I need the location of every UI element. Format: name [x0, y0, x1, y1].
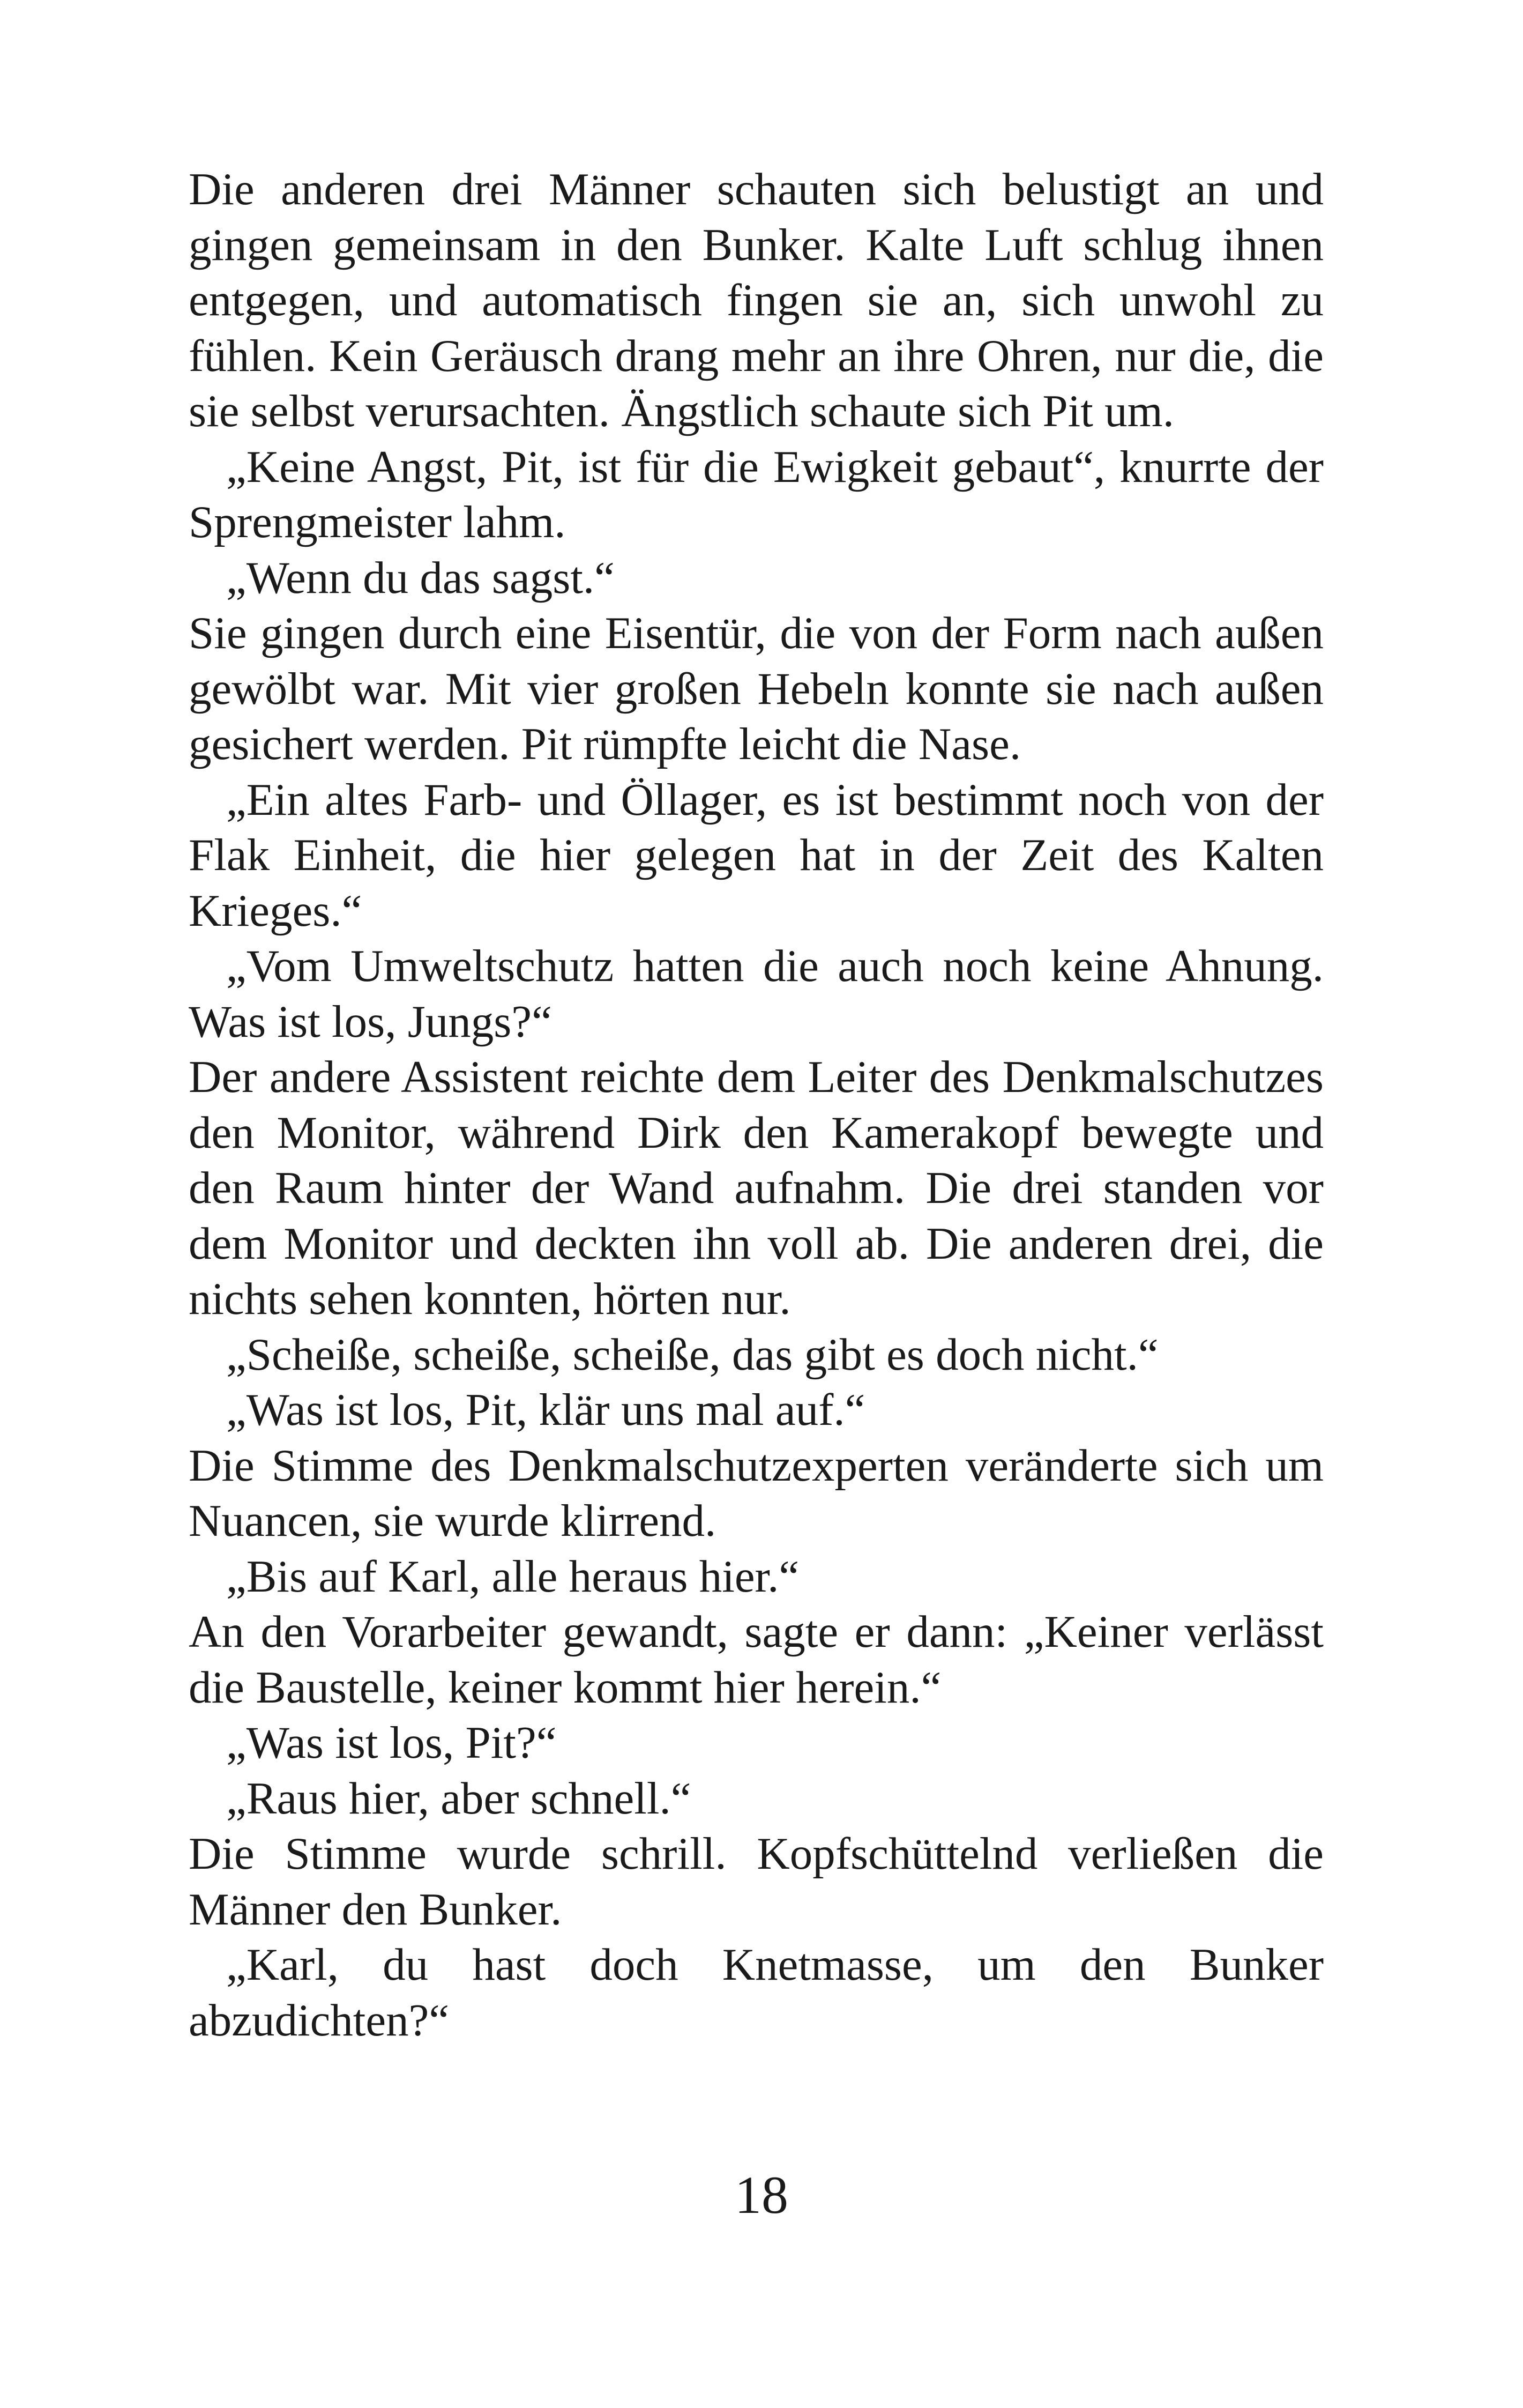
paragraph-2: „Keine Angst, Pit, ist für die Ewigkeit gebaut“, knurrte der Sprengmeister lahm.: [189, 441, 1324, 547]
paragraph-9: „Was ist los, Pit, klär uns mal auf.“: [226, 1385, 865, 1435]
paragraph-3: „Wenn du das sagst.“: [226, 552, 615, 603]
paragraph-6: „Vom Umweltschutz hatten die auch noch keine Ahnung. Was ist los, Jungs?“: [189, 941, 1324, 1047]
paragraph-14: „Raus hier, aber schnell.“: [226, 1773, 691, 1824]
paragraph-16: „Karl, du hast doch Knetmasse, um den Bunker abzudichten?“: [189, 1939, 1324, 2046]
paragraph-4: Sie gingen durch eine Eisentür, die von der Form nach außen gewölbt war. Mit vier großen Hebeln konnte sie nach außen gesichert werden. Pit rümpfte leicht die Nase.: [189, 608, 1324, 769]
paragraph-12: An den Vorarbeiter gewandt, sagte er dann: „Keiner verlässt die Baustelle, keiner kommt hier herein.“: [189, 1607, 1324, 1713]
paragraph-5: „Ein altes Farb- und Öllager, es ist bestimmt noch von der Flak Einheit, die hier gelegen hat in der Zeit des Kalten Krieges.“: [189, 774, 1324, 936]
paragraph-13: „Was ist los, Pit?“: [226, 1718, 557, 1768]
paragraph-1: Die anderen drei Männer schauten sich belustigt an und gingen gemeinsam in den Bunker. Kalte Luft schlug ihnen entgegen, und automatisch fingen sie an, sich unwohl zu fühlen. Kein Geräusch drang mehr an ihre Ohren, nur die, die sie selbst verursachten. Ängstlich schaute sich Pit um.: [189, 164, 1324, 436]
paragraph-11: „Bis auf Karl, alle heraus hier.“: [226, 1551, 800, 1602]
body-text: [189, 162, 1324, 2048]
paragraph-8: „Scheiße, scheiße, scheiße, das gibt es doch nicht.“: [226, 1329, 1159, 1380]
paragraph-15: Die Stimme wurde schrill. Kopfschüttelnd verließen die Männer den Bunker.: [189, 1829, 1324, 1935]
paragraph-7: Der andere Assistent reichte dem Leiter des Denkmalschutzes den Monitor, während Dirk den Kamerakopf bewegte und den Raum hinter der Wand aufnahm. Die drei standen vor dem Monitor und deckten ihn voll ab. Die anderen drei, die nichts sehen konnten, hörten nur.: [189, 1052, 1324, 1324]
page-number: 18: [735, 2165, 788, 2225]
paragraph-10: Die Stimme des Denkmalschutzexperten veränderte sich um Nuancen, sie wurde klirrend.: [189, 1440, 1324, 1546]
